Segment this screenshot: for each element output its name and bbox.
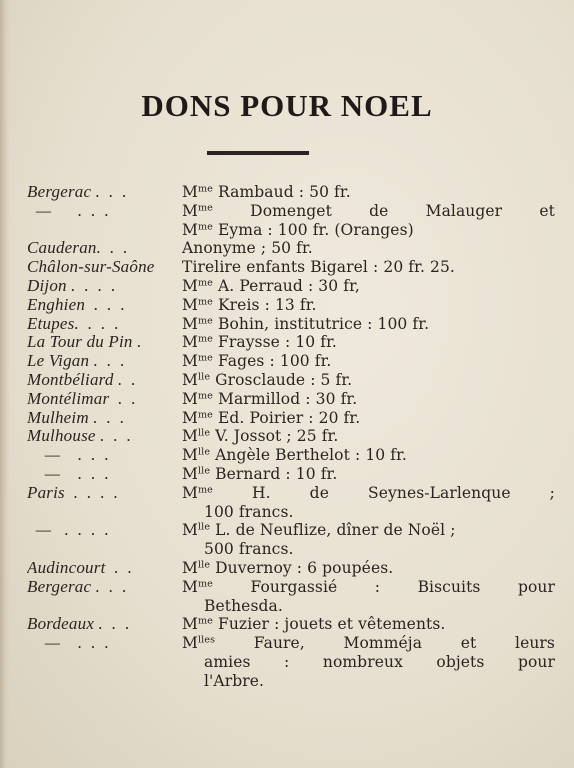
entry-place: Bergerac . . .	[27, 577, 127, 596]
gift-line: l'Arbre.	[204, 671, 265, 690]
entry-place: La Tour du Pin .	[27, 333, 142, 352]
donation-entry	[27, 521, 567, 559]
gift-line: $M^{me}$ Domenget de Malauger et	[182, 201, 555, 220]
gift-line: $M^{lles}$ Faure, Momméja et leurs	[182, 634, 555, 653]
gift-line: 500 francs.	[204, 540, 294, 559]
entry-gift	[182, 409, 567, 428]
gift-line: $M^{me}$ H. de Seynes-Larlenque ;	[182, 483, 555, 502]
gift-line: $M^{lle}$ L. de Neuflize, dîner de Noël ;	[182, 521, 456, 540]
donation-entry	[27, 484, 567, 522]
entry-place: Etupes. . . .	[27, 314, 119, 333]
gift-line: $M^{me}$ Eyma : 100 fr. (Oranges)	[182, 220, 414, 239]
gift-line: $M^{me}$ A. Perraud : 30 fr,	[182, 276, 360, 295]
entry-gift	[182, 352, 567, 371]
entry-gift	[182, 371, 567, 390]
entry-gift	[182, 239, 567, 258]
entry-gift	[182, 465, 567, 484]
gift-line: $M^{me}$ Fages : 100 fr.	[182, 352, 332, 371]
entry-gift	[182, 484, 567, 522]
gift-line: $M^{me}$ Kreis : 13 fr.	[182, 295, 317, 314]
gift-line: $M^{me}$ Rambaud : 50 fr.	[182, 183, 351, 201]
donation-list	[27, 183, 567, 691]
gift-line: $M^{me}$ Bohin, institutrice : 100 fr.	[182, 314, 430, 333]
donation-entry	[27, 352, 567, 371]
entry-place: Mulhouse . . .	[27, 427, 132, 446]
donation-entry	[27, 578, 567, 616]
donation-entry	[27, 183, 567, 202]
entry-place: — . . .	[27, 201, 110, 220]
entry-gift	[182, 634, 567, 690]
donation-entry	[27, 371, 567, 390]
donation-entry	[27, 446, 567, 465]
entry-gift	[182, 333, 567, 352]
donation-entry	[27, 390, 567, 409]
entry-place: Cauderan. . .	[27, 239, 128, 258]
entry-place: Bordeaux . . .	[27, 615, 130, 634]
entry-gift	[182, 315, 567, 334]
entry-place: Montélimar . .	[27, 389, 136, 408]
gift-line: amies : nombreux objets pour	[204, 652, 555, 671]
entry-gift	[182, 277, 567, 296]
donation-entry	[27, 239, 567, 258]
entry-place: Mulheim . . .	[27, 408, 125, 427]
donation-entry	[27, 315, 567, 334]
entry-gift	[182, 390, 567, 409]
entry-place: Châlon-sur-Saône	[27, 258, 155, 277]
entry-place: — . . .	[27, 634, 110, 653]
entry-gift	[182, 578, 567, 616]
gift-line: Bethesda.	[204, 596, 283, 615]
gift-line: $M^{lle}$ Angèle Berthelot : 10 fr.	[182, 446, 407, 465]
donation-entry	[27, 258, 567, 277]
entry-place: Paris . . . .	[27, 483, 119, 502]
gift-line: $M^{me}$ Fraysse : 10 fr.	[182, 333, 337, 352]
entry-gift	[182, 183, 567, 202]
entry-place: Dijon . . . .	[27, 276, 116, 295]
entry-place: — . . . .	[27, 521, 110, 540]
page-title: DONS POUR NOEL	[141, 88, 433, 123]
gift-line: $M^{me}$ Fuzier : jouets et vêtements.	[182, 615, 446, 634]
gift-line: Tirelire enfants Bigarel : 20 fr. 25.	[182, 258, 455, 277]
donation-entry	[27, 333, 567, 352]
donation-entry	[27, 427, 567, 446]
entry-place: Audincourt . .	[27, 558, 133, 577]
entry-place: Montbéliard . .	[27, 370, 136, 389]
donation-entry	[27, 615, 567, 634]
title-rule	[207, 151, 309, 155]
donation-entry	[27, 559, 567, 578]
gift-line: Anonyme ; 50 fr.	[182, 239, 313, 258]
entry-gift	[182, 296, 567, 315]
entry-gift	[182, 427, 567, 446]
entry-place: Enghien . . .	[27, 295, 126, 314]
donation-entry	[27, 409, 567, 428]
gift-line: $M^{lle}$ V. Jossot ; 25 fr.	[182, 427, 339, 446]
donation-entry	[27, 296, 567, 315]
donation-entry	[27, 277, 567, 296]
gift-line: 100 francs.	[204, 502, 294, 521]
donation-entry	[27, 202, 567, 240]
gift-line: $M^{lle}$ Grosclaude : 5 fr.	[182, 370, 353, 389]
entry-place: — . . .	[27, 464, 110, 483]
donation-entry	[27, 634, 567, 690]
gift-line: $M^{lle}$ Bernard : 10 fr.	[182, 464, 338, 483]
entry-place: Bergerac . . .	[27, 183, 127, 201]
entry-gift	[182, 521, 567, 559]
entry-gift	[182, 559, 567, 578]
gift-line: $M^{me}$ Marmillod : 30 fr.	[182, 389, 358, 408]
entry-gift	[182, 446, 567, 465]
gift-line: $M^{lle}$ Duvernoy : 6 poupées.	[182, 558, 394, 577]
entry-place: Le Vigan . . .	[27, 352, 125, 371]
donation-entry	[27, 465, 567, 484]
entry-place: — . . .	[27, 446, 110, 465]
entry-gift	[182, 202, 567, 240]
gift-line: $M^{me}$ Fourgassié : Biscuits pour	[182, 577, 555, 596]
gift-line: $M^{me}$ Ed. Poirier : 20 fr.	[182, 408, 361, 427]
entry-gift	[182, 258, 567, 277]
entry-gift	[182, 615, 567, 634]
